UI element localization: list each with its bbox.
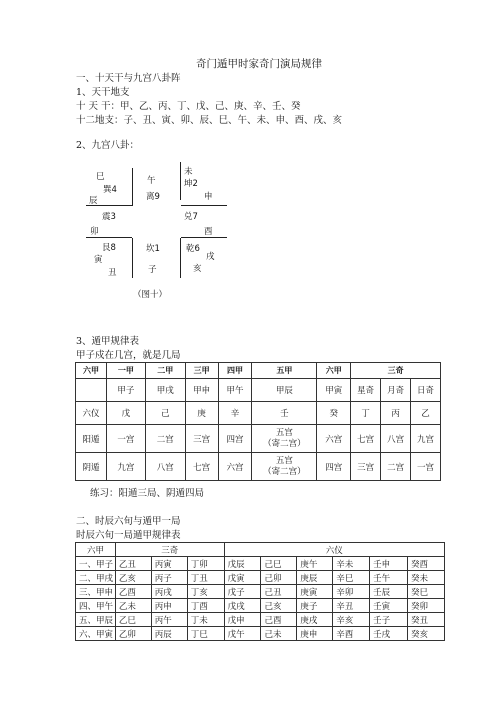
table-cell: 己 (145, 402, 185, 425)
table-cell: 己卯 (261, 571, 297, 585)
table-cell: 丁卯 (187, 557, 224, 571)
table-row (76, 557, 445, 571)
table-cell: 九宫 (411, 425, 441, 453)
table-cell: 一宫 (106, 425, 145, 453)
tiangan-line: 十 天 干：甲、乙、丙、丁、戊、己、庚、辛、壬、癸 (76, 101, 301, 112)
header-cell: 一甲 (106, 363, 145, 379)
table-cell (252, 453, 317, 481)
table-cell: 壬子 (370, 613, 408, 627)
table-cell: 星奇 (351, 379, 381, 402)
table-row (76, 599, 445, 613)
table-cell: 庚寅 (297, 585, 333, 599)
table-cell: 庚申 (297, 627, 333, 641)
header-cell: 四甲 (218, 363, 252, 379)
palace-xun: 巽4 (103, 185, 117, 195)
table-cell: 三、甲申 (76, 585, 116, 599)
table-cell: 癸未 (408, 571, 445, 585)
table-cell: 丁巳 (187, 627, 224, 641)
table-cell: 丙戌 (151, 585, 187, 599)
page-title: 奇门遁甲时家奇门演局规律 (196, 58, 322, 70)
table-cell: 阴遁 (76, 453, 107, 481)
table-cell: 戊申 (224, 613, 261, 627)
table-cell: 四宫 (317, 453, 351, 481)
table-cell: 四、甲午 (76, 599, 116, 613)
table-cell: 甲戌 (145, 379, 185, 402)
table-cell: 四宫 (218, 425, 252, 453)
table-cell: 壬辰 (370, 585, 408, 599)
table-cell: 辛卯 (333, 585, 370, 599)
table-cell: 乙酉 (115, 585, 151, 599)
cell-line: （寄二宫） (263, 466, 306, 477)
branch-mao: 卯 (90, 227, 99, 237)
table-cell: 乙亥 (115, 571, 151, 585)
table-cell: 丙 (381, 402, 411, 425)
figure-caption: （图十） (133, 290, 168, 300)
table-cell: 辛亥 (333, 613, 370, 627)
table-cell: 癸巳 (408, 585, 445, 599)
section-heading-3: 3、遁甲规律表 (76, 336, 140, 347)
table-cell: 五、甲辰 (76, 613, 116, 627)
table-cell: 庚 (185, 402, 218, 425)
table-cell: 一、甲子 (76, 557, 116, 571)
palace-li: 离9 (146, 192, 160, 202)
branch-hai: 亥 (193, 264, 202, 274)
palace-kan: 坎1 (146, 244, 160, 254)
grid-line (132, 168, 133, 206)
branch-chou: 丑 (108, 268, 117, 278)
table-cell: 丁 (351, 402, 381, 425)
grid-line (180, 162, 181, 200)
table-cell: 甲申 (185, 379, 218, 402)
table-cell: 丙午 (151, 613, 187, 627)
exercise-text: 练习：阳遁三局、阴遁四局 (90, 488, 205, 499)
table-header-row (76, 363, 441, 379)
branch-shen: 申 (204, 192, 213, 202)
table-cell: 二、甲戌 (76, 571, 116, 585)
dizhi-line: 十二地支：子、丑、寅、卯、辰、巳、午、未、申、酉、戌、亥 (76, 115, 343, 126)
table-cell: 辛 (218, 402, 252, 425)
table-row (76, 402, 441, 425)
table-cell: 甲寅 (317, 379, 351, 402)
table-cell: 丁未 (187, 613, 224, 627)
table-cell: 乙丑 (115, 557, 151, 571)
table-cell: 壬戌 (370, 627, 408, 641)
section-heading-1: 一、十天干与九宫八卦阵 (76, 73, 181, 84)
table-cell: 壬寅 (370, 599, 408, 613)
table-cell: 三宫 (351, 453, 381, 481)
table-cell: 八宫 (145, 453, 185, 481)
palace-qian: 乾6 (186, 244, 200, 254)
table-cell: 癸丑 (408, 613, 445, 627)
palace-kun: 坤2 (184, 179, 198, 189)
table-cell: 七宫 (351, 425, 381, 453)
table-cell: 甲午 (218, 379, 252, 402)
table-cell: 己巳 (261, 557, 297, 571)
table-cell: 戊寅 (224, 571, 261, 585)
table-row (76, 613, 445, 627)
table-cell: 七宫 (185, 453, 218, 481)
grid-line (86, 237, 132, 238)
table-cell: 丙申 (151, 599, 187, 613)
table-row (76, 627, 445, 641)
table-cell: 六仪 (76, 402, 107, 425)
header-cell: 六甲 (76, 363, 107, 379)
table-row (76, 425, 441, 453)
branch-zi: 子 (148, 265, 157, 275)
table-cell: 九宫 (106, 453, 145, 481)
branch-chen: 辰 (89, 196, 98, 206)
table-cell: 己酉 (261, 613, 297, 627)
header-cell: 六甲 (76, 543, 116, 557)
table-cell: 己未 (261, 627, 297, 641)
subheading-jiugong: 2、九宫八卦： (76, 140, 140, 151)
branch-xu: 戌 (206, 252, 215, 262)
table-cell: 一宫 (411, 453, 441, 481)
palace-zhen: 震3 (102, 212, 116, 222)
branch-yin: 寅 (94, 255, 103, 265)
table-cell: 己丑 (261, 585, 297, 599)
table-row (76, 585, 445, 599)
cell-line: （寄二宫） (263, 438, 306, 449)
table-row (76, 379, 441, 402)
table-cell: 庚午 (297, 557, 333, 571)
table-cell: 辛未 (333, 557, 370, 571)
header-cell: 五甲 (252, 363, 317, 379)
table-cell: 甲辰 (252, 379, 317, 402)
section-heading-2: 二、时辰六旬与遁甲一局 (76, 516, 181, 527)
table-cell: 丙辰 (151, 627, 187, 641)
header-cell: 三奇 (351, 363, 441, 379)
table-cell: 辛丑 (333, 599, 370, 613)
table-cell: 阳遁 (76, 425, 107, 453)
table-cell: 月奇 (381, 379, 411, 402)
table-cell: 癸亥 (408, 627, 445, 641)
grid-line (132, 238, 133, 278)
table-row (76, 571, 445, 585)
table-cell: 癸酉 (408, 557, 445, 571)
table-cell: 丁酉 (187, 599, 224, 613)
table-cell: 六宫 (218, 453, 252, 481)
header-cell: 三奇 (115, 543, 224, 557)
grid-line (181, 205, 227, 206)
table-cell: 三宫 (185, 425, 218, 453)
subheading-tiangan-dizhi: 1、天干地支 (76, 87, 130, 98)
table-cell: 辛巳 (333, 571, 370, 585)
table-cell: 丙寅 (151, 557, 187, 571)
table-cell: 庚子 (297, 599, 333, 613)
dunjia-rules-table (75, 362, 441, 481)
header-cell: 六仪 (224, 543, 444, 557)
branch-si: 巳 (96, 172, 105, 182)
table-cell: 庚辰 (297, 571, 333, 585)
cell-line: 五宫 (275, 455, 293, 466)
table-cell: 戊戌 (224, 599, 261, 613)
table-cell: 辛酉 (333, 627, 370, 641)
table-cell (76, 379, 107, 402)
table-cell: 丙子 (151, 571, 187, 585)
palace-dui: 兑7 (184, 212, 198, 222)
table-cell: 乙巳 (115, 613, 151, 627)
table-cell: 壬午 (370, 571, 408, 585)
table-cell: 二宫 (145, 425, 185, 453)
branch-you: 酉 (204, 227, 213, 237)
table-cell: 丁亥 (187, 585, 224, 599)
table-cell: 乙未 (115, 599, 151, 613)
section-note: 甲子戍在几宫，就是几局 (76, 350, 181, 361)
table-cell: 戊子 (224, 585, 261, 599)
table-cell: 壬 (252, 402, 317, 425)
table-cell: 二宫 (381, 453, 411, 481)
table-cell: 六宫 (317, 425, 351, 453)
table-cell: 癸卯 (408, 599, 445, 613)
table-cell (252, 425, 317, 453)
table-cell: 甲子 (106, 379, 145, 402)
cell-line: 五宫 (275, 427, 293, 438)
branch-wu: 午 (147, 176, 156, 186)
table-cell: 己亥 (261, 599, 297, 613)
table-cell: 戊午 (224, 627, 261, 641)
table-cell: 戊 (106, 402, 145, 425)
table-cell: 日奇 (411, 379, 441, 402)
table-cell: 乙 (411, 402, 441, 425)
header-cell: 三甲 (185, 363, 218, 379)
table-cell: 戊辰 (224, 557, 261, 571)
header-cell: 六甲 (317, 363, 351, 379)
grid-line (180, 238, 181, 278)
branch-wei: 未 (184, 167, 193, 177)
table-cell: 乙卯 (115, 627, 151, 641)
header-cell: 二甲 (145, 363, 185, 379)
table-cell: 壬申 (370, 557, 408, 571)
table-row (76, 453, 441, 481)
xun-table (75, 542, 445, 641)
palace-gen: 艮8 (102, 243, 116, 253)
table-cell: 庚戌 (297, 613, 333, 627)
table-caption: 时辰六旬一局遁甲规律表 (76, 530, 181, 541)
table-cell: 丁丑 (187, 571, 224, 585)
grid-line (181, 237, 227, 238)
table-header-row (76, 543, 445, 557)
table-cell: 癸 (317, 402, 351, 425)
table-cell: 六、甲寅 (76, 627, 116, 641)
table-cell: 八宫 (381, 425, 411, 453)
